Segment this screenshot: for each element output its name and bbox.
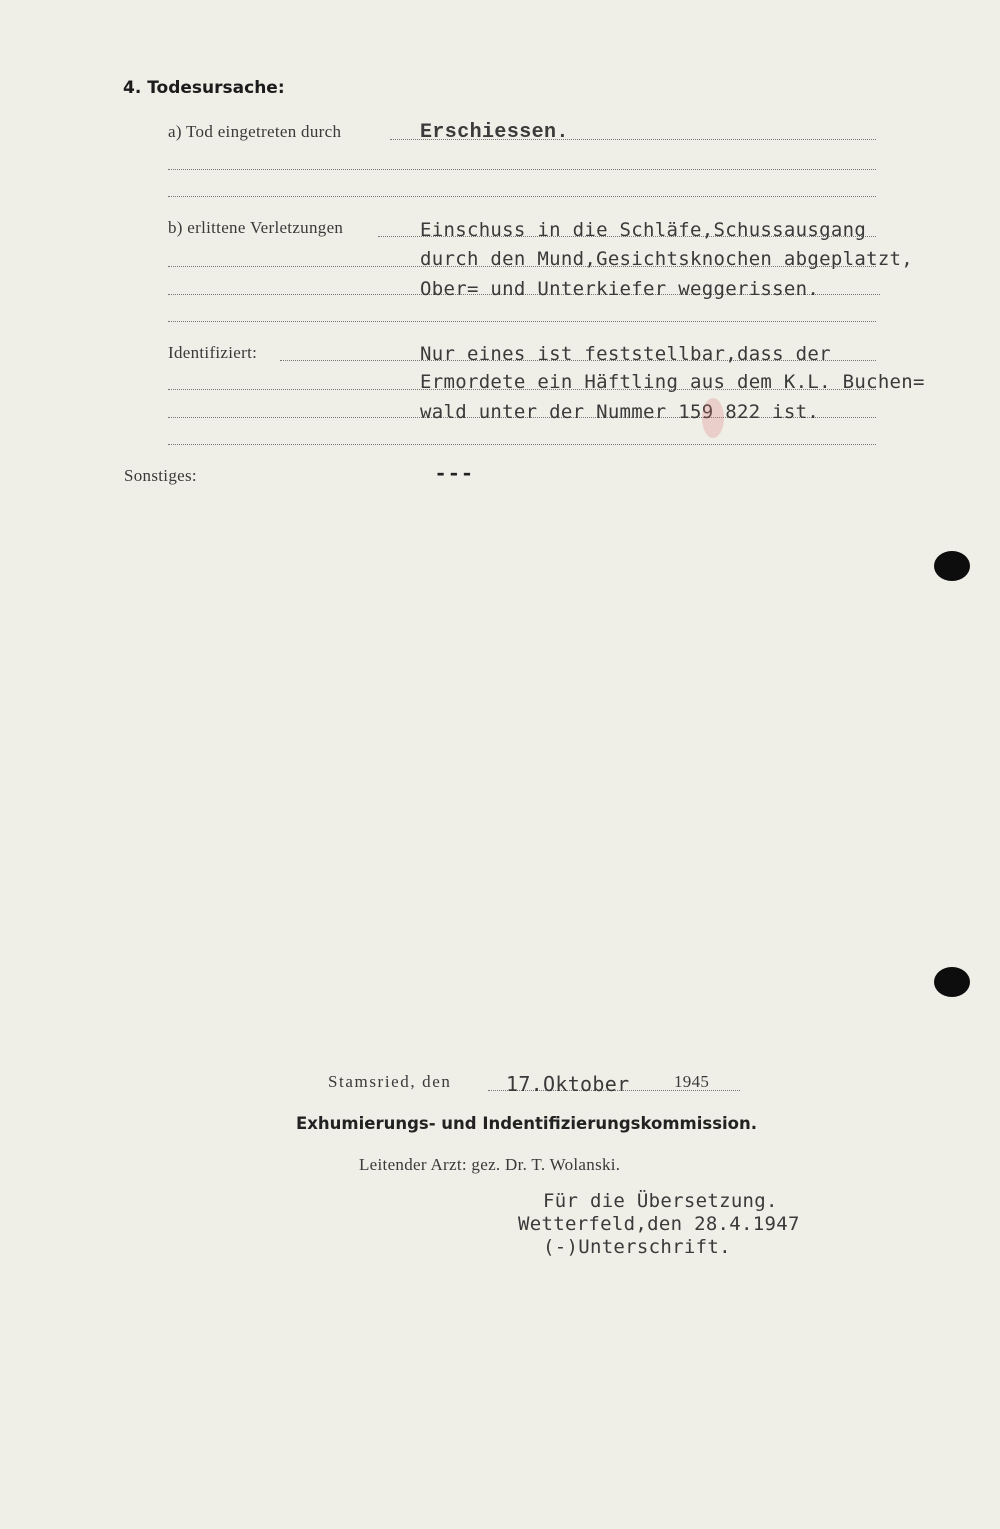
injuries-line-2: durch den Mund,Gesichtsknochen abgeplatzt, <box>420 248 914 270</box>
dotted-rule <box>168 196 876 197</box>
punch-hole <box>934 551 970 581</box>
injuries-line-3: Ober= und Unterkiefer weggerissen. <box>420 278 820 300</box>
translation-line-3: (-)Unterschrift. <box>543 1236 731 1258</box>
identified-line-2: Ermordete ein Häftling aus dem K.L. Buchen= <box>420 371 925 393</box>
year-value: 1945 <box>674 1072 710 1091</box>
punch-hole <box>934 967 970 997</box>
translation-line-2: Wetterfeld,den 28.4.1947 <box>518 1213 800 1235</box>
section-heading: 4. Todesursache: <box>123 78 285 98</box>
red-smudge <box>702 398 724 438</box>
identified-line-3: wald unter der Nummer 159 822 ist. <box>420 401 820 423</box>
identified-label: Identifiziert: <box>168 343 258 362</box>
dotted-rule <box>168 169 876 170</box>
place-prefix: Stamsried, den <box>328 1072 452 1091</box>
dotted-rule <box>168 321 876 322</box>
injuries-line-1: Einschuss in die Schläfe,Schussausgang <box>420 219 867 241</box>
dotted-rule <box>168 444 876 445</box>
date-value: 17.Oktober <box>506 1072 630 1096</box>
commission-name: Exhumierungs- und Indentifizierungskommission. <box>296 1114 758 1133</box>
cause-value: Erschiessen. <box>420 121 569 144</box>
translation-line-1: Für die Übersetzung. <box>543 1190 778 1212</box>
cause-label: a) Tod eingetreten durch <box>168 122 342 141</box>
other-value: --- <box>434 462 474 487</box>
identified-line-1: Nur eines ist feststellbar,dass der <box>420 343 831 365</box>
other-label: Sonstiges: <box>124 466 197 485</box>
physician-line: Leitender Arzt: gez. Dr. T. Wolanski. <box>359 1155 621 1174</box>
injuries-label: b) erlittene Verletzungen <box>168 218 344 237</box>
